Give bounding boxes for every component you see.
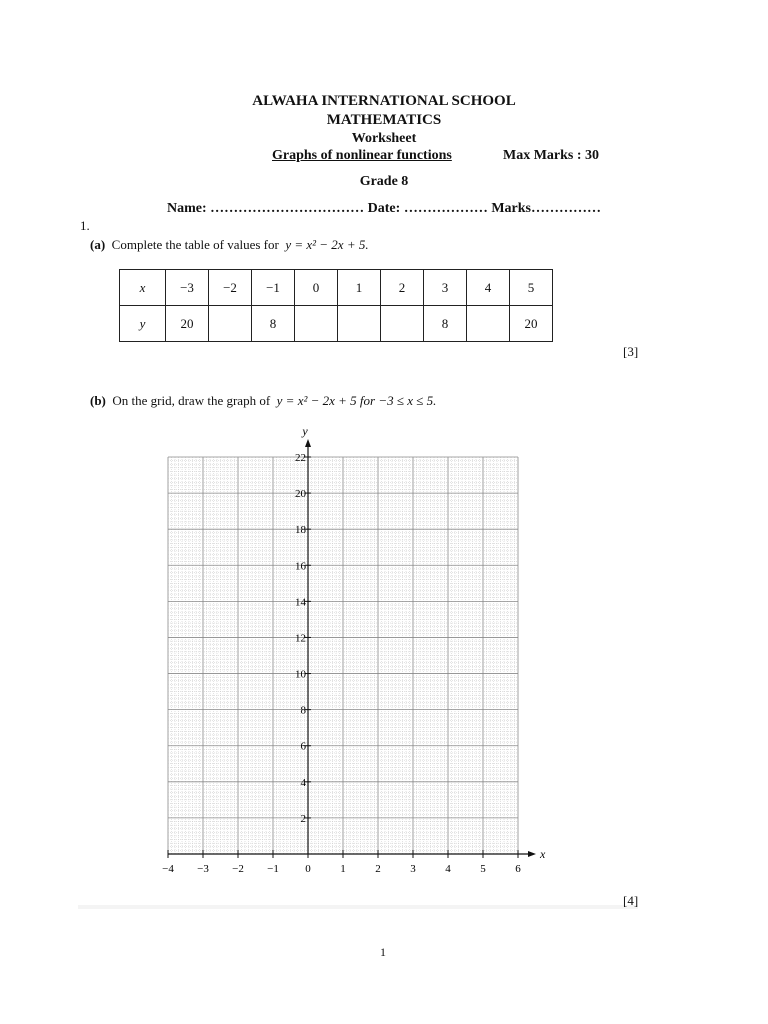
part-b-text: On the grid, draw the graph of [112, 393, 271, 408]
page-number: 1 [380, 945, 386, 959]
x-tick-label: −3 [197, 863, 209, 875]
x-tick-label: 3 [410, 863, 416, 875]
school-name: ALWAHA INTERNATIONAL SCHOOL [252, 93, 516, 109]
table-x-cell: 4 [467, 270, 510, 306]
question-number: 1. [80, 218, 90, 233]
x-tick-label: −4 [162, 863, 174, 875]
table-y-cell[interactable]: 8 [252, 306, 295, 342]
y-tick-label: 18 [295, 524, 306, 537]
y-axis-label: y [302, 424, 308, 438]
y-tick-label: 8 [300, 704, 306, 717]
part-a-marks: [3] [623, 344, 639, 359]
x-tick-label: 4 [445, 863, 451, 875]
table-y-cell[interactable] [381, 306, 424, 342]
table-x-cell: 0 [295, 270, 338, 306]
grid-bottom-band [78, 905, 638, 909]
y-tick-label: 12 [295, 632, 306, 645]
x-tick-label: −2 [232, 863, 244, 875]
table-x-cell: 3 [424, 270, 467, 306]
part-b-equation: y = x² − 2x + 5 for −3 ≤ x ≤ 5. [276, 393, 437, 408]
table-row-y [120, 306, 553, 342]
table-y-cell[interactable]: 20 [166, 306, 209, 342]
part-a-prompt [90, 237, 369, 253]
x-tick-label: 1 [340, 863, 346, 875]
y-tick-label: 16 [295, 560, 306, 573]
table-y-cell[interactable]: 8 [424, 306, 467, 342]
part-b-prompt [90, 393, 436, 409]
y-tick-label: 4 [300, 776, 306, 789]
table-y-cell[interactable]: 20 [510, 306, 553, 342]
worksheet-label: Worksheet [351, 131, 417, 146]
table-x-cell: 1 [338, 270, 381, 306]
table-y-cell[interactable] [209, 306, 252, 342]
y-tick-label: 2 [300, 812, 306, 825]
part-a-equation: y = x² − 2x + 5. [285, 237, 369, 252]
table-x-cell: −2 [209, 270, 252, 306]
table-x-cell: −1 [252, 270, 295, 306]
values-table [119, 269, 553, 342]
table-row-x [120, 270, 553, 306]
x-tick-label: 5 [480, 863, 486, 875]
part-a-text: Complete the table of values for [111, 237, 279, 252]
table-x-cell: 2 [381, 270, 424, 306]
x-tick-label: 6 [515, 863, 521, 875]
x-tick-label: −1 [267, 863, 279, 875]
part-b-marks: [4] [623, 893, 639, 908]
graph-grid[interactable] [150, 420, 550, 880]
table-y-header: y [120, 306, 166, 342]
y-axis-arrow [305, 439, 311, 447]
name-date-marks-row: Name: …………………………… Date: ……………… Marks…………… [167, 201, 601, 216]
x-axis-arrow [528, 851, 536, 857]
y-tick-label: 20 [295, 488, 306, 501]
topic-title: Graphs of nonlinear functions [272, 148, 452, 163]
table-x-cell: 5 [510, 270, 553, 306]
y-tick-label: 14 [295, 596, 306, 609]
x-axis-label: x [540, 847, 546, 861]
table-y-cell[interactable] [338, 306, 381, 342]
part-a-label: (a) [90, 237, 106, 252]
x-tick-label: 0 [305, 863, 311, 875]
y-tick-label: 6 [300, 740, 306, 753]
y-tick-label: 10 [295, 668, 306, 681]
table-x-header: x [120, 270, 166, 306]
x-tick-label: 2 [375, 863, 381, 875]
part-b-label: (b) [90, 393, 106, 408]
grade-label: Grade 8 [359, 174, 409, 189]
table-x-cell: −3 [166, 270, 209, 306]
subject-title: MATHEMATICS [326, 112, 442, 128]
table-y-cell[interactable] [467, 306, 510, 342]
max-marks: Max Marks : 30 [503, 148, 600, 163]
table-y-cell[interactable] [295, 306, 338, 342]
y-tick-label: 22 [295, 452, 306, 464]
